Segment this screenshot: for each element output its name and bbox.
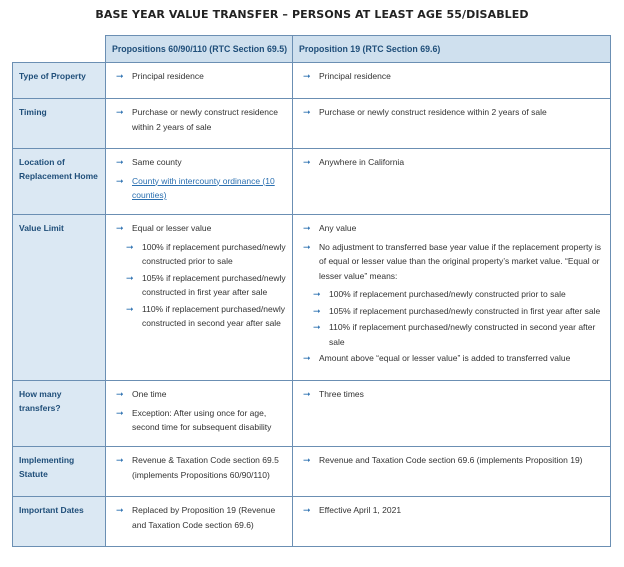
list-item: ➞ Anywhere in California <box>301 155 604 170</box>
column-header-left: Propositions 60/90/110 (RTC Section 69.5) <box>106 36 293 63</box>
sub-item: ➞ 105% if replacement purchased/newly constructed in first year after sale <box>301 304 604 319</box>
arrow-right-icon: ➞ <box>116 389 124 399</box>
list-item: ➞ Amount above “equal or lesser value” is added to transferred value <box>301 351 604 366</box>
list-item: ➞ Purchase or newly construct residence within 2 years of sale <box>301 105 604 120</box>
arrow-right-icon: ➞ <box>126 303 134 314</box>
cell-left <box>106 63 293 99</box>
list-item: ➞ Any value <box>301 221 604 236</box>
cell-left <box>106 215 293 381</box>
row-implementing-statute <box>13 447 611 497</box>
cell-right <box>293 447 611 497</box>
list-item: ➞ Revenue and Taxation Code section 69.6 (implements Proposition 19) <box>301 453 604 468</box>
arrow-right-icon: ➞ <box>303 71 311 81</box>
column-header-right: Proposition 19 (RTC Section 69.6) <box>293 36 611 63</box>
row-label: Type of Property <box>13 63 106 99</box>
row-label: Value Limit <box>13 215 106 381</box>
sub-item: ➞ 100% if replacement purchased/newly constructed prior to sale <box>301 287 604 302</box>
list-item: ➞ Effective April 1, 2021 <box>301 503 604 518</box>
cell-right <box>293 497 611 547</box>
list-item: ➞ Three times <box>301 387 604 402</box>
cell-left <box>106 497 293 547</box>
sub-item: ➞ 110% if replacement purchased/newly constructed in second year after sale <box>313 322 596 347</box>
arrow-right-icon: ➞ <box>116 157 124 167</box>
row-how-many-transfers <box>13 381 611 447</box>
sub-item: ➞ 105% if replacement purchased/newly constructed in first year after sale <box>126 272 286 297</box>
arrow-right-icon: ➞ <box>116 407 124 418</box>
cell-left <box>106 381 293 447</box>
arrow-right-icon: ➞ <box>116 223 124 233</box>
cell-right <box>293 63 611 99</box>
arrow-right-icon: ➞ <box>126 272 134 283</box>
list-item <box>114 174 286 203</box>
row-location <box>13 149 611 215</box>
list-item: ➞ Principal residence <box>114 69 286 84</box>
list-item: ➞ Principal residence <box>301 69 604 84</box>
arrow-right-icon: ➞ <box>116 505 124 515</box>
arrow-right-icon: ➞ <box>116 455 124 465</box>
list-item: ➞ Exception: After using once for age, second time for subsequent disability <box>116 407 272 432</box>
list-item: ➞ No adjustment to transferred base year value if the replacement property is of equal or lesser value than the original property’s market value. “Equal or lesser value” means: <box>303 241 602 281</box>
header-corner <box>13 36 106 63</box>
page-title: BASE YEAR VALUE TRANSFER – PERSONS AT LEAST AGE 55/DISABLED <box>95 8 529 21</box>
arrow-right-icon: ➞ <box>303 157 311 167</box>
row-label: Location of Replacement Home <box>13 149 106 215</box>
row-important-dates <box>13 497 611 547</box>
list-item: ➞ Equal or lesser value <box>114 221 286 236</box>
list-item: ➞ Same county <box>114 155 286 170</box>
list-item: ➞ Purchase or newly construct residence within 2 years of sale <box>116 107 278 132</box>
arrow-right-icon: ➞ <box>313 322 321 332</box>
row-timing <box>13 99 611 149</box>
arrow-right-icon: ➞ <box>116 107 124 117</box>
arrow-right-icon: ➞ <box>303 241 311 252</box>
arrow-right-icon: ➞ <box>116 175 124 186</box>
row-label: How many transfers? <box>13 381 106 447</box>
row-value-limit <box>13 215 611 381</box>
arrow-right-icon: ➞ <box>303 223 311 233</box>
cell-left <box>106 99 293 149</box>
row-label: Timing <box>13 99 106 149</box>
header-row <box>13 36 611 63</box>
row-label: Implementing Statute <box>13 447 106 497</box>
cell-right <box>293 381 611 447</box>
arrow-right-icon: ➞ <box>303 353 311 363</box>
sub-item: ➞ 100% if replacement purchased/newly constructed prior to sale <box>126 241 286 266</box>
list-item: ➞ One time <box>114 387 286 402</box>
cell-left <box>106 149 293 215</box>
arrow-right-icon: ➞ <box>313 289 321 299</box>
cell-right <box>293 149 611 215</box>
intercounty-ordinance-link[interactable]: County with intercounty ordinance (10 counties) <box>132 175 275 200</box>
list-item: ➞ Revenue & Taxation Code section 69.5 (implements Propositions 60/90/110) <box>116 455 279 480</box>
arrow-right-icon: ➞ <box>303 455 311 465</box>
comparison-table <box>12 35 611 547</box>
row-type-of-property <box>13 63 611 99</box>
cell-right <box>293 215 611 381</box>
arrow-right-icon: ➞ <box>126 241 134 252</box>
sub-item: ➞ 110% if replacement purchased/newly constructed in second year after sale <box>126 303 286 328</box>
list-item: ➞ Replaced by Proposition 19 (Revenue and Taxation Code section 69.6) <box>116 505 276 530</box>
row-label: Important Dates <box>13 497 106 547</box>
arrow-right-icon: ➞ <box>313 305 321 316</box>
arrow-right-icon: ➞ <box>303 505 311 515</box>
arrow-right-icon: ➞ <box>303 389 311 399</box>
arrow-right-icon: ➞ <box>116 71 124 81</box>
cell-right <box>293 99 611 149</box>
arrow-right-icon: ➞ <box>303 107 311 117</box>
cell-left <box>106 447 293 497</box>
